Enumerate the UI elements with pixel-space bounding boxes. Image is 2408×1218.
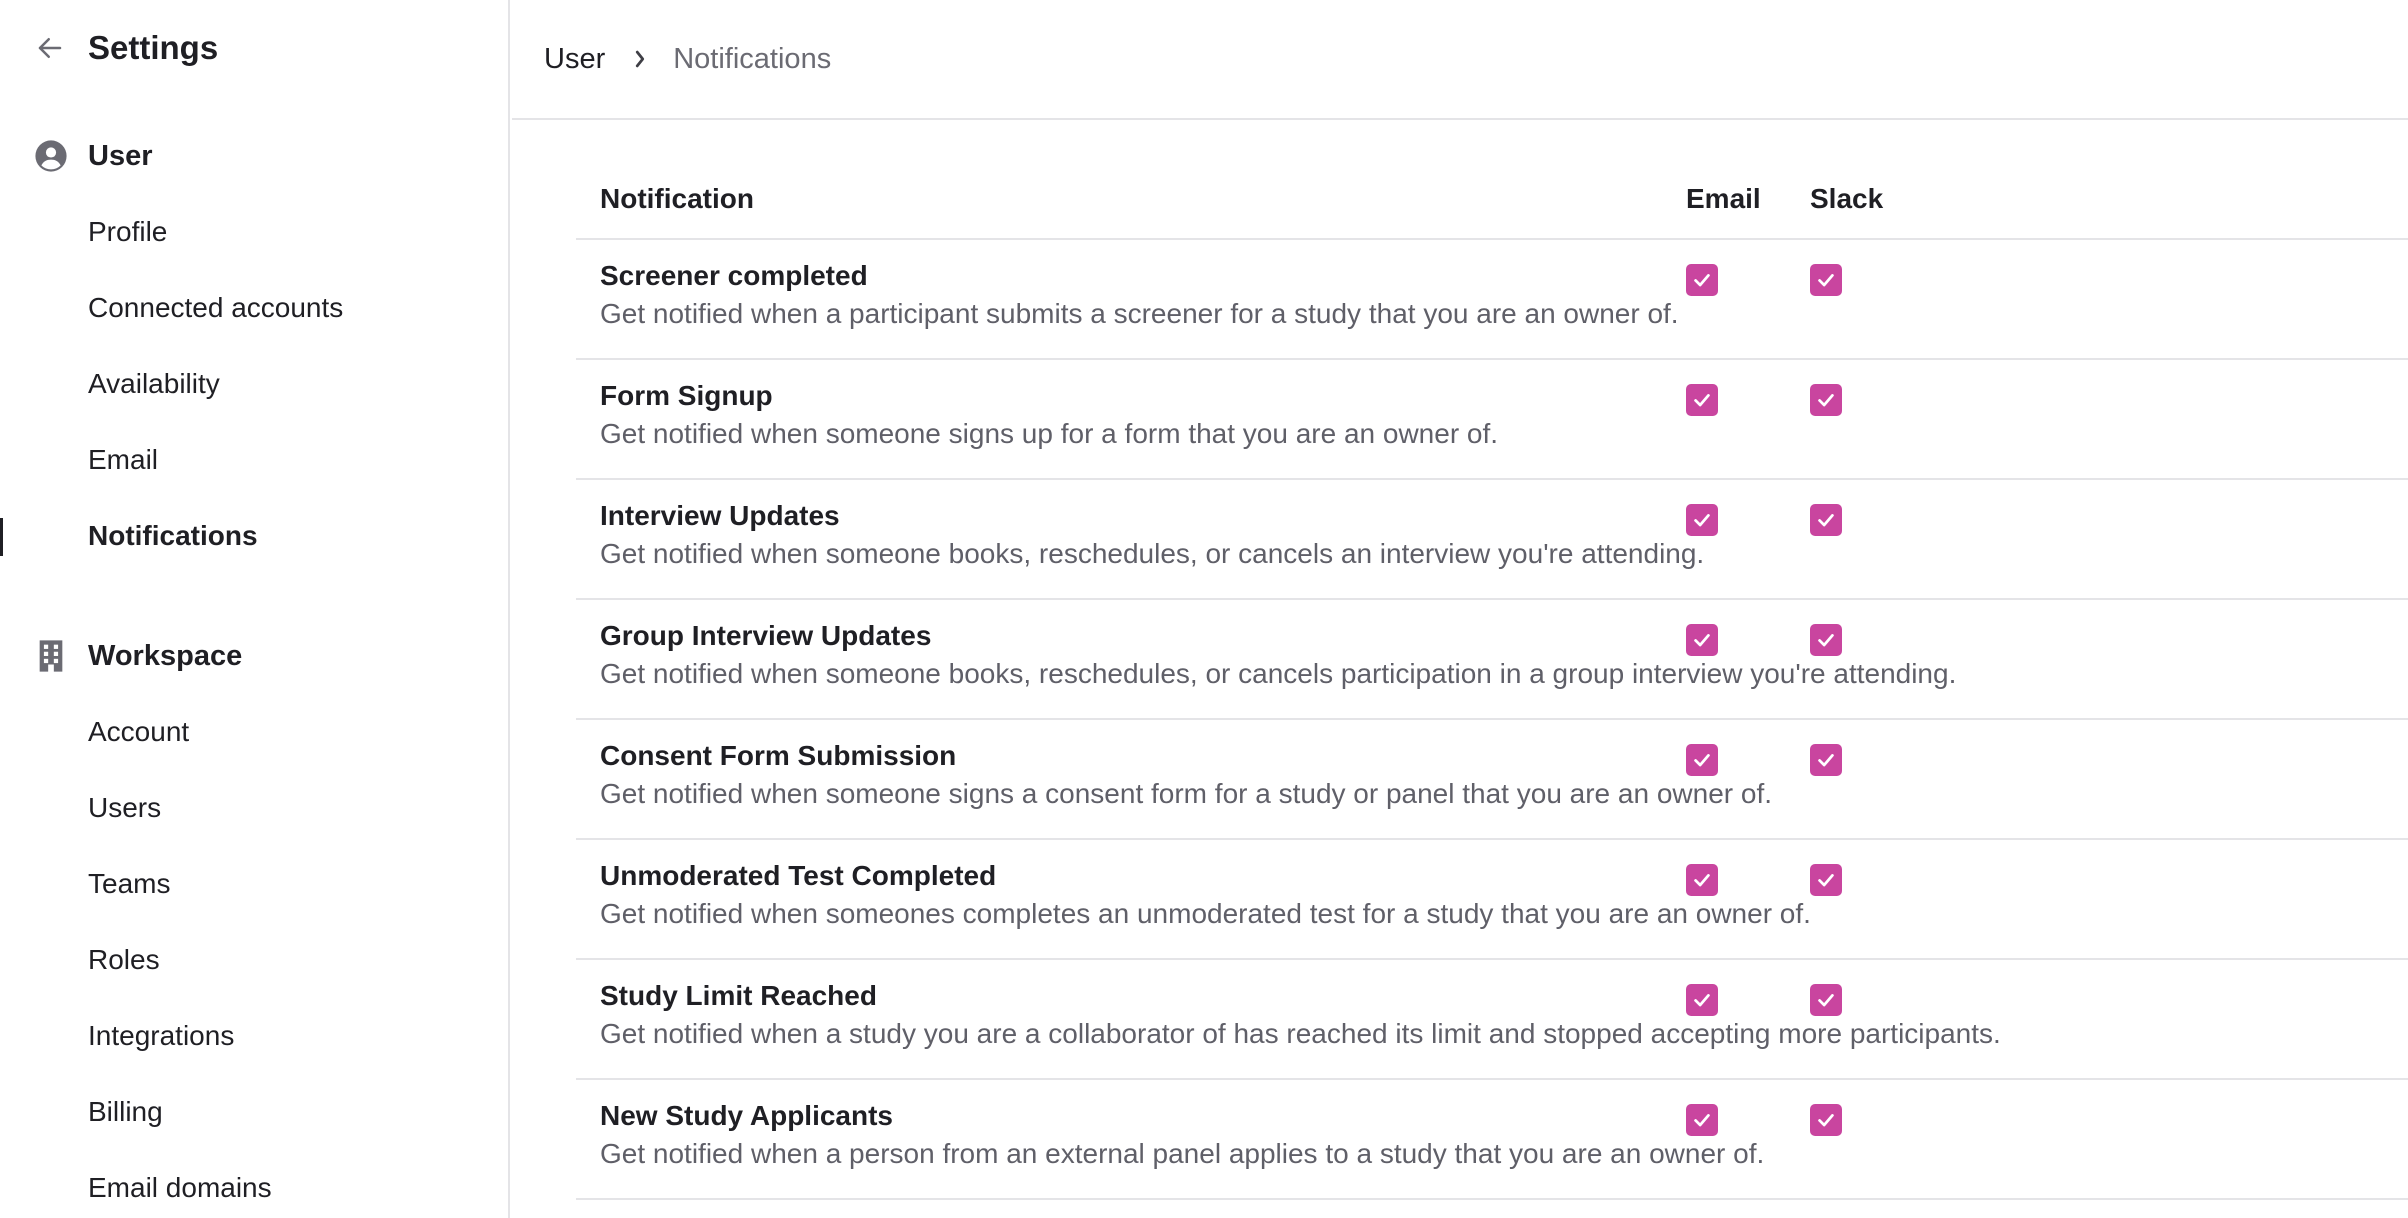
slack-checkbox[interactable]: [1810, 984, 1842, 1016]
email-checkbox[interactable]: [1686, 384, 1718, 416]
notification-title: Unmoderated Test Completed: [600, 860, 997, 891]
email-checkbox[interactable]: [1686, 624, 1718, 656]
email-checkbox[interactable]: [1686, 264, 1718, 296]
email-checkbox[interactable]: [1686, 864, 1718, 896]
main-content: [512, 0, 2408, 1218]
sidebar-header: [32, 24, 218, 72]
checkmark-icon: [1691, 869, 1713, 891]
table-body: [576, 240, 2408, 1200]
section-heading-workspace: [34, 632, 242, 680]
checkmark-icon: [1691, 1109, 1713, 1131]
column-header-email: Email: [1686, 183, 1761, 214]
notification-description: Get notified when someone books, reschedules, or cancels an interview you're attending.: [600, 538, 1705, 569]
section-heading-user: [34, 132, 153, 180]
sidebar-item-teams[interactable]: Teams: [88, 868, 171, 899]
checkmark-icon: [1691, 629, 1713, 651]
notification-title: New Study Applicants: [600, 1100, 894, 1131]
checkmark-icon: [1691, 269, 1713, 291]
notification-description: Get notified when someone books, reschedules, or cancels participation in a group interview you're attending.: [600, 658, 1957, 689]
table-row: [576, 480, 2408, 600]
table-header: [576, 160, 2408, 240]
sidebar-item-email-domains[interactable]: Email domains: [88, 1172, 272, 1203]
notification-title: Study Limit Reached: [600, 980, 877, 1011]
slack-checkbox[interactable]: [1810, 864, 1842, 896]
table-row: [576, 720, 2408, 840]
checkmark-icon: [1815, 269, 1837, 291]
table-row: [576, 840, 2408, 960]
table-row: [576, 960, 2408, 1080]
notification-description: Get notified when someone signs up for a form that you are an owner of.: [600, 418, 1499, 449]
settings-sidebar: [0, 0, 510, 1218]
checkmark-icon: [1815, 509, 1837, 531]
checkmark-icon: [1815, 389, 1837, 411]
chevron-right-icon: [631, 48, 649, 70]
notification-title: Screener completed: [600, 260, 868, 291]
slack-checkbox[interactable]: [1810, 624, 1842, 656]
email-checkbox[interactable]: [1686, 1104, 1718, 1136]
table-row: [576, 1080, 2408, 1200]
slack-checkbox[interactable]: [1810, 744, 1842, 776]
table-row: [576, 600, 2408, 720]
checkmark-icon: [1691, 509, 1713, 531]
user-circle-icon: [34, 139, 68, 173]
slack-checkbox[interactable]: [1810, 504, 1842, 536]
notification-description: Get notified when a study you are a collaborator of has reached its limit and stopped accepting more participants.: [600, 1018, 2001, 1049]
sidebar-item-availability[interactable]: Availability: [88, 368, 220, 399]
checkmark-icon: [1691, 389, 1713, 411]
breadcrumb-parent[interactable]: User: [544, 42, 606, 75]
checkmark-icon: [1691, 989, 1713, 1011]
column-header-notification: Notification: [600, 183, 754, 214]
checkmark-icon: [1815, 749, 1837, 771]
notification-title: Interview Updates: [600, 500, 840, 531]
notification-description: Get notified when a person from an external panel applies to a study that you are an owner of.: [600, 1138, 1765, 1169]
checkmark-icon: [1815, 629, 1837, 651]
table-row: [576, 240, 2408, 360]
sidebar-item-billing[interactable]: Billing: [88, 1096, 163, 1127]
checkmark-icon: [1815, 1109, 1837, 1131]
building-icon: [34, 639, 68, 673]
notification-title: Group Interview Updates: [600, 620, 932, 651]
notification-title: Form Signup: [600, 380, 773, 411]
slack-checkbox[interactable]: [1810, 264, 1842, 296]
section-label-workspace: Workspace: [88, 639, 243, 672]
sidebar-item-integrations[interactable]: Integrations: [88, 1020, 235, 1051]
sidebar-item-notifications[interactable]: Notifications: [0, 508, 508, 564]
breadcrumb-current: Notifications: [673, 42, 832, 75]
email-checkbox[interactable]: [1686, 504, 1718, 536]
breadcrumb: [512, 0, 2408, 120]
notification-description: Get notified when someones completes an unmoderated test for a study that you are an owner of.: [600, 898, 1811, 929]
sidebar-item-account[interactable]: Account: [88, 716, 190, 747]
column-header-slack: Slack: [1810, 183, 1884, 214]
notification-description: Get notified when someone signs a consent form for a study or panel that you are an owner of.: [600, 778, 1773, 809]
slack-checkbox[interactable]: [1810, 1104, 1842, 1136]
sidebar-item-roles[interactable]: Roles: [88, 944, 160, 975]
arrow-left-icon[interactable]: [32, 30, 68, 66]
table-row: [576, 360, 2408, 480]
checkmark-icon: [1815, 989, 1837, 1011]
sidebar-item-profile[interactable]: Profile: [88, 216, 168, 247]
notification-title: Consent Form Submission: [600, 740, 957, 771]
checkmark-icon: [1691, 749, 1713, 771]
notification-description: Get notified when a participant submits a screener for a study that you are an owner of.: [600, 298, 1679, 329]
sidebar-item-email[interactable]: Email: [88, 444, 159, 475]
email-checkbox[interactable]: [1686, 744, 1718, 776]
sidebar-item-users[interactable]: Users: [88, 792, 162, 823]
slack-checkbox[interactable]: [1810, 384, 1842, 416]
checkmark-icon: [1815, 869, 1837, 891]
email-checkbox[interactable]: [1686, 984, 1718, 1016]
notifications-table: [576, 160, 2408, 1200]
sidebar-item-connected-accounts[interactable]: Connected accounts: [88, 292, 344, 323]
section-label-user: User: [88, 139, 153, 172]
sidebar-title: Settings: [88, 29, 219, 66]
